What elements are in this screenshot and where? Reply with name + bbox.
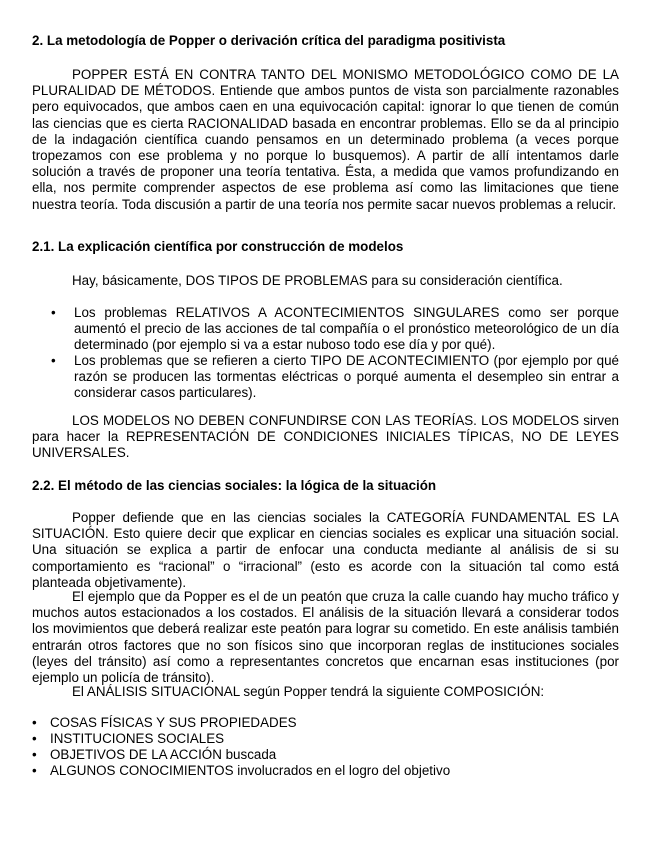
bullet-dot-icon: • bbox=[32, 763, 37, 778]
section-2-1-heading: 2.1. La explicación científica por construcción de modelos bbox=[32, 239, 404, 254]
section-2-2-paragraph-2 bbox=[32, 589, 619, 686]
bullet-dot-icon: • bbox=[51, 353, 56, 368]
section-2-2-paragraph-2-text: El ejemplo que da Popper es el de un peatón que cruza la calle cuando hay mucho tráfico y muchos autos estacionados a los costados. El análisis de la situación llevará a considerar todos los movimientos que deberá realizar este peatón para lograr su cometido. En este análisis también entrarán otros factores que no son físicos sino que incorporan reglas de instituciones sociales (leyes del tránsito) así como a representantes concretos que encarnan esas instituciones (por ejemplo un policía de tránsito). bbox=[32, 589, 619, 686]
section-2-1-closing bbox=[32, 413, 619, 462]
bullet-dot-icon: • bbox=[32, 715, 37, 730]
bullet-dot-icon: • bbox=[32, 747, 37, 762]
composition-list-item bbox=[32, 747, 277, 763]
section-2-heading: 2. La metodología de Popper o derivación crítica del paradigma positivista bbox=[32, 33, 506, 48]
composition-item-text: OBJETIVOS DE LA ACCIÓN buscada bbox=[50, 747, 277, 762]
bullet-dot-icon: • bbox=[51, 305, 56, 320]
problem-type-bullet bbox=[51, 305, 619, 354]
composition-list-item bbox=[32, 731, 225, 747]
section-2-2-paragraph-3-text: El ANÁLISIS SITUACIONAL según Popper tendrá la siguiente COMPOSICIÓN: bbox=[72, 684, 545, 699]
section-2-1-closing-text: LOS MODELOS NO DEBEN CONFUNDIRSE CON LAS TEORÍAS. LOS MODELOS sirven para hacer la REPRESENTACIÓN DE CONDICIONES INICIALES TÍPICAS, NO DE LEYES UNIVERSALES. bbox=[32, 413, 619, 461]
section-2-2-paragraph-3 bbox=[32, 684, 619, 700]
composition-item-text: INSTITUCIONES SOCIALES bbox=[50, 731, 225, 746]
section-2-1-intro bbox=[32, 273, 619, 289]
section-2-2-paragraph-1 bbox=[32, 510, 619, 591]
problem-type-bullet bbox=[51, 353, 619, 402]
section-2-paragraph-text: POPPER ESTÁ EN CONTRA TANTO DEL MONISMO METODOLÓGICO COMO DE LA PLURALIDAD DE MÉTODOS. Entiende que ambos puntos de vista son parcialmente razonables pero equivocados, que ambos caen en una equivocación capital: ignorar lo que tienen de común las ciencias que es cierta RACIONALIDAD basada en encontrar problemas. Ello se da al principio de la indagación científica cuando pensamos en un determinado problema (a veces porque tropezamos con ese problema y no porque lo busquemos). A partir de allí intentamos darle solución a través de proponer una teoría tentativa. Ésta, a medida que vamos profundizando en ella, nos permite comprender aspectos de ese problema así como las limitaciones que tiene nuestra teoría. Toda discusión a partir de una teoría nos permite sacar nuevos problemas a relucir. bbox=[32, 67, 619, 212]
bullet-text: Los problemas RELATIVOS A ACONTECIMIENTOS SINGULARES como ser porque aumentó el precio de las acciones de tal compañía o el pronóstico meteorológico de un día determinado (por ejemplo si va a estar nuboso todo ese día y por qué). bbox=[74, 305, 619, 353]
bullet-dot-icon: • bbox=[32, 731, 37, 746]
composition-list-item bbox=[32, 763, 451, 779]
composition-item-text: ALGUNOS CONOCIMIENTOS involucrados en el logro del objetivo bbox=[50, 763, 451, 778]
bullet-text: Los problemas que se refieren a cierto TIPO DE ACONTECIMIENTO (por ejemplo por qué razón se producen las tormentas eléctricas o porqué aumenta el desempleo sin entrar a considerar casos particulares). bbox=[74, 353, 619, 401]
composition-list-item bbox=[32, 715, 297, 731]
composition-item-text: COSAS FÍSICAS Y SUS PROPIEDADES bbox=[50, 715, 297, 730]
section-2-2-heading: 2.2. El método de las ciencias sociales: la lógica de la situación bbox=[32, 478, 437, 493]
section-2-1-intro-text: Hay, básicamente, DOS TIPOS DE PROBLEMAS para su consideración científica. bbox=[72, 273, 563, 288]
section-2-2-paragraph-1-text: Popper defiende que en las ciencias sociales la CATEGORÍA FUNDAMENTAL ES LA SITUACIÓN. Esto quiere decir que explicar en ciencias sociales es explicar una situación social. Una situación se explica a partir de enfocar una conducta mediante al análisis de si su comportamiento es “racional” o “irracional” (esto es acorde con la situación tal como está planteada objetivamente). bbox=[32, 510, 619, 590]
section-2-paragraph bbox=[32, 67, 619, 213]
